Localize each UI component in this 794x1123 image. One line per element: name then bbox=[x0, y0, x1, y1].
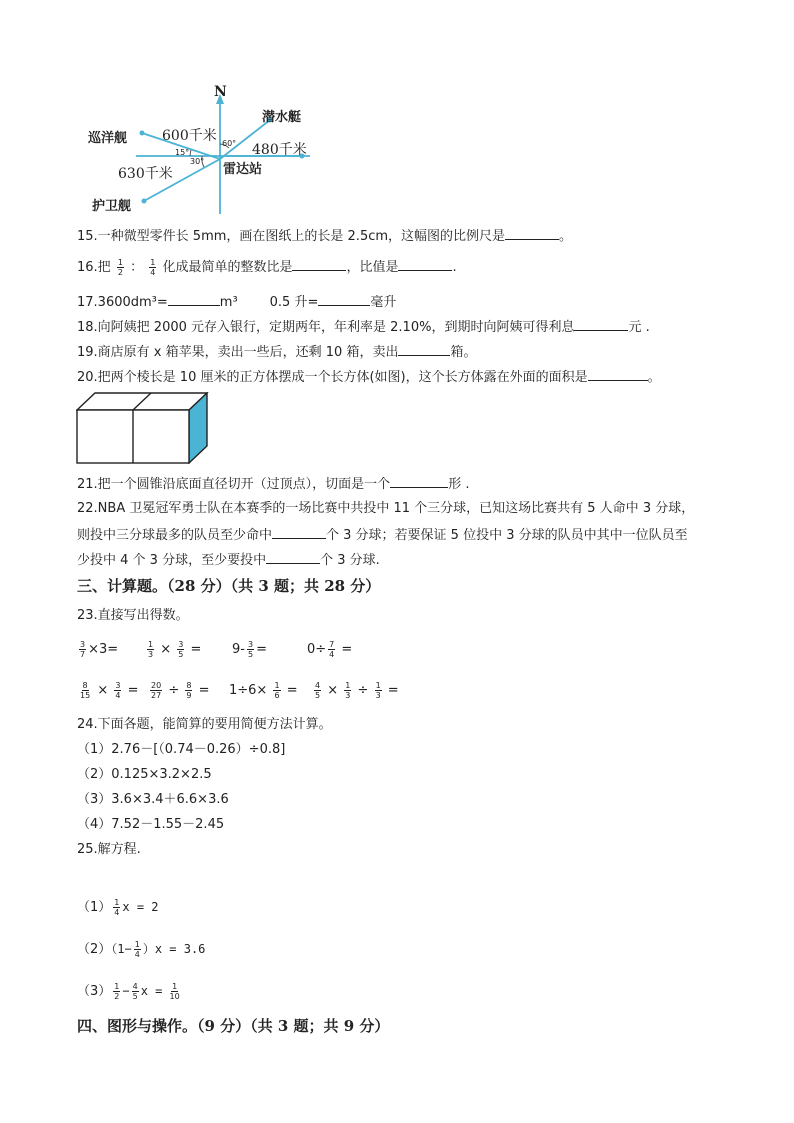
frigate-label: 护卫舰 bbox=[92, 199, 132, 214]
denominator: 3 bbox=[375, 691, 381, 700]
numerator: 1 bbox=[345, 681, 351, 690]
denominator: 4 bbox=[114, 908, 120, 917]
fraction bbox=[344, 681, 351, 700]
fraction bbox=[79, 681, 91, 700]
q16-blank-1[interactable] bbox=[292, 257, 346, 271]
q22-l2b: 个 3 分球；若要保证 5 位投中 3 分球的队员中其中一位队员至 bbox=[326, 528, 688, 543]
denominator: 5 bbox=[178, 650, 184, 659]
angle-15: 15° bbox=[175, 148, 190, 157]
q17-b: m³ bbox=[219, 295, 238, 310]
cuboid-diagram bbox=[76, 392, 210, 464]
rest: x = bbox=[140, 984, 163, 998]
submarine-label: 潜水艇 bbox=[262, 110, 302, 125]
q23-r2-item-1 bbox=[77, 681, 139, 700]
q17-c: 0.5 升= bbox=[269, 295, 319, 310]
operator: ÷ bbox=[357, 683, 369, 698]
denominator: 2 bbox=[117, 268, 123, 277]
q23-r2-item-4 bbox=[312, 681, 399, 700]
q17-blank-2[interactable] bbox=[318, 292, 370, 306]
denominator: 4 bbox=[134, 950, 140, 959]
denominator: 6 bbox=[274, 691, 280, 700]
q25-equation-1 bbox=[77, 898, 159, 917]
q15-blank[interactable] bbox=[505, 226, 559, 240]
denominator: 4 bbox=[150, 268, 156, 277]
denominator: 4 bbox=[115, 691, 121, 700]
numerator: 4 bbox=[315, 681, 321, 690]
denominator: 3 bbox=[345, 691, 351, 700]
fraction bbox=[113, 982, 120, 1001]
fraction bbox=[314, 681, 321, 700]
q22-blank-1[interactable] bbox=[272, 525, 326, 539]
q24-item-2: （2）0.125×3.2×2.5 bbox=[77, 767, 212, 782]
equals: = bbox=[198, 683, 210, 698]
q24-item-4: （4）7.52－1.55－2.45 bbox=[77, 817, 225, 832]
q16-end: . bbox=[452, 260, 457, 275]
fraction bbox=[113, 898, 120, 917]
q16-blank-2[interactable] bbox=[398, 257, 452, 271]
q16-pre: 16.把 bbox=[77, 260, 111, 275]
q25-equation-3 bbox=[77, 982, 183, 1001]
question-15 bbox=[77, 226, 572, 246]
q22-l3a: 少投中 4 个 3 分球，至少要投中 bbox=[77, 553, 267, 568]
rest: ）x = 3.6 bbox=[142, 942, 206, 956]
numerator: 1 bbox=[134, 940, 140, 949]
equals: = bbox=[190, 642, 202, 657]
fraction bbox=[273, 681, 280, 700]
fraction bbox=[79, 640, 86, 659]
section-3-heading: 三、计算题。（28 分）（共 3 题；共 28 分） bbox=[77, 577, 381, 595]
label: （3） bbox=[77, 984, 112, 999]
equals: = bbox=[256, 642, 267, 657]
denominator: 3 bbox=[148, 650, 154, 659]
question-21 bbox=[77, 474, 469, 494]
distance-600: 600千米 bbox=[162, 128, 217, 144]
operator: ÷ bbox=[168, 683, 180, 698]
numerator: 1 bbox=[114, 982, 120, 991]
question-22-line-1: 22.NBA 卫冕冠军勇士队在本赛季的一场比赛中共投中 11 个三分球，已知这场比赛共有 5 人命中 3 分球， bbox=[77, 501, 695, 516]
rest: x = 2 bbox=[122, 900, 159, 914]
denominator: 5 bbox=[247, 650, 254, 659]
denominator: 2 bbox=[114, 992, 120, 1001]
q18-text: 18.向阿姨把 2000 元存入银行，定期两年，年利率是 2.10%，到期时向阿姨可得利息 bbox=[77, 320, 575, 335]
numerator: 4 bbox=[132, 982, 138, 991]
numerator: 8 bbox=[186, 681, 192, 690]
q20-end: 。 bbox=[647, 370, 661, 385]
equals: = bbox=[286, 683, 298, 698]
q19-blank[interactable] bbox=[398, 342, 450, 356]
question-22-line-2 bbox=[77, 525, 688, 545]
denominator: 5 bbox=[132, 992, 138, 1001]
numerator: 3 bbox=[80, 640, 86, 649]
numerator: 1 bbox=[172, 982, 178, 991]
cruiser-point bbox=[140, 131, 145, 136]
question-23-title: 23.直接写出得数。 bbox=[77, 608, 189, 623]
numerator: 1 bbox=[375, 681, 381, 690]
numerator: 1 bbox=[114, 898, 120, 907]
fraction bbox=[247, 640, 254, 659]
fraction bbox=[132, 982, 139, 1001]
radar-label: 雷达站 bbox=[223, 162, 263, 177]
q23-r1-1-rest: ×3= bbox=[88, 642, 119, 657]
denominator: 7 bbox=[80, 650, 86, 659]
question-20 bbox=[77, 367, 661, 387]
equals: = bbox=[387, 683, 399, 698]
label: （2） bbox=[77, 942, 112, 957]
question-25-title: 25.解方程. bbox=[77, 842, 141, 857]
numerator: 3 bbox=[247, 640, 254, 649]
prefix: 0÷ bbox=[307, 642, 327, 657]
north-label: N bbox=[214, 84, 227, 100]
numerator: 3 bbox=[115, 681, 121, 690]
label: （1） bbox=[77, 900, 112, 915]
q22-blank-2[interactable] bbox=[266, 550, 320, 564]
distance-630: 630千米 bbox=[118, 166, 173, 182]
denominator: 5 bbox=[315, 691, 321, 700]
q19-end: 箱。 bbox=[450, 345, 477, 360]
q17-a: 17.3600dm³= bbox=[77, 295, 168, 310]
fraction bbox=[134, 940, 141, 959]
equals: = bbox=[341, 642, 353, 657]
denominator: 10 bbox=[169, 992, 180, 1001]
numerator: 1 bbox=[148, 640, 154, 649]
numerator: 7 bbox=[329, 640, 335, 649]
denominator: 27 bbox=[151, 691, 162, 700]
numerator: 1 bbox=[150, 258, 156, 267]
operator: × bbox=[160, 642, 172, 657]
q21-text: 21.把一个圆锥沿底面直径切开（过顶点），切面是一个 bbox=[77, 477, 391, 492]
q22-l2a: 则投中三分球最多的队员至少命中 bbox=[77, 528, 273, 543]
q18-blank[interactable] bbox=[574, 317, 628, 331]
denominator: 9 bbox=[186, 691, 192, 700]
numerator: 8 bbox=[82, 681, 88, 690]
fraction bbox=[185, 681, 192, 700]
fraction bbox=[328, 640, 335, 659]
section-4-heading: 四、图形与操作。（9 分）（共 3 题；共 9 分） bbox=[77, 1017, 390, 1035]
q25-equation-2 bbox=[77, 940, 205, 959]
fraction bbox=[177, 640, 184, 659]
q16-mid: 化成最简单的整数比是 bbox=[162, 260, 293, 275]
angle-30: 30° bbox=[190, 157, 205, 166]
question-17 bbox=[77, 292, 396, 312]
numerator: 1 bbox=[117, 258, 123, 267]
fraction bbox=[114, 681, 121, 700]
q19-text: 19.商店原有 x 箱苹果，卖出一些后，还剩 10 箱，卖出 bbox=[77, 345, 399, 360]
q16-fraction-1 bbox=[117, 258, 124, 277]
q17-blank-1[interactable] bbox=[168, 292, 220, 306]
q23-r2-item-2 bbox=[148, 681, 210, 700]
operator: × bbox=[327, 683, 339, 698]
q18-end: 元 . bbox=[628, 320, 650, 335]
q15-text: 15.一种微型零件长 5mm，画在图纸上的长是 2.5cm，这幅图的比例尺是 bbox=[77, 229, 506, 244]
cruiser-label: 巡洋舰 bbox=[88, 131, 128, 146]
q17-d: 毫升 bbox=[370, 295, 397, 310]
distance-480: 480千米 bbox=[252, 142, 307, 158]
q24-item-3: （3）3.6×3.4＋6.6×3.6 bbox=[77, 792, 229, 807]
question-24-title: 24.下面各题，能简算的要用简便方法计算。 bbox=[77, 717, 332, 732]
minus: − bbox=[122, 984, 130, 998]
fraction bbox=[375, 681, 382, 700]
prefix: 9- bbox=[232, 642, 245, 657]
operator: × bbox=[97, 683, 109, 698]
fraction bbox=[169, 982, 181, 1001]
q15-end: 。 bbox=[559, 229, 573, 244]
q23-r1-item-3 bbox=[232, 640, 267, 659]
question-19 bbox=[77, 342, 476, 362]
angle-60: 60° bbox=[222, 139, 237, 148]
question-22-line-3 bbox=[77, 550, 380, 570]
q23-r2-item-3 bbox=[229, 681, 298, 700]
q20-blank[interactable] bbox=[588, 367, 648, 381]
q21-end: 形 . bbox=[448, 477, 470, 492]
q20-text: 20.把两个棱长是 10 厘米的正方体摆成一个长方体(如图)，这个长方体露在外面的面积是 bbox=[77, 370, 588, 385]
q16-mid2: ，比值是 bbox=[346, 260, 399, 275]
fraction bbox=[147, 640, 154, 659]
q22-l3b: 个 3 分球. bbox=[320, 553, 380, 568]
q23-r1-item-1 bbox=[77, 640, 118, 659]
q16-colon: ： bbox=[130, 260, 144, 275]
numerator: 3 bbox=[178, 640, 184, 649]
numerator: 1 bbox=[274, 681, 280, 690]
prefix: 1÷6× bbox=[229, 683, 268, 698]
fraction bbox=[150, 681, 162, 700]
prefix: （1− bbox=[111, 942, 132, 956]
q24-item-1: （1）2.76－[（0.74－0.26）÷0.8] bbox=[77, 742, 286, 757]
question-18 bbox=[77, 317, 650, 337]
q16-fraction-2 bbox=[149, 258, 156, 277]
q23-r1-item-4 bbox=[307, 640, 352, 659]
equals: = bbox=[127, 683, 139, 698]
frigate-point bbox=[142, 199, 147, 204]
question-16 bbox=[77, 257, 457, 277]
denominator: 15 bbox=[80, 691, 91, 700]
numerator: 20 bbox=[151, 681, 162, 690]
denominator: 4 bbox=[329, 650, 335, 659]
q23-r1-item-2 bbox=[145, 640, 201, 659]
q21-blank[interactable] bbox=[390, 474, 448, 488]
